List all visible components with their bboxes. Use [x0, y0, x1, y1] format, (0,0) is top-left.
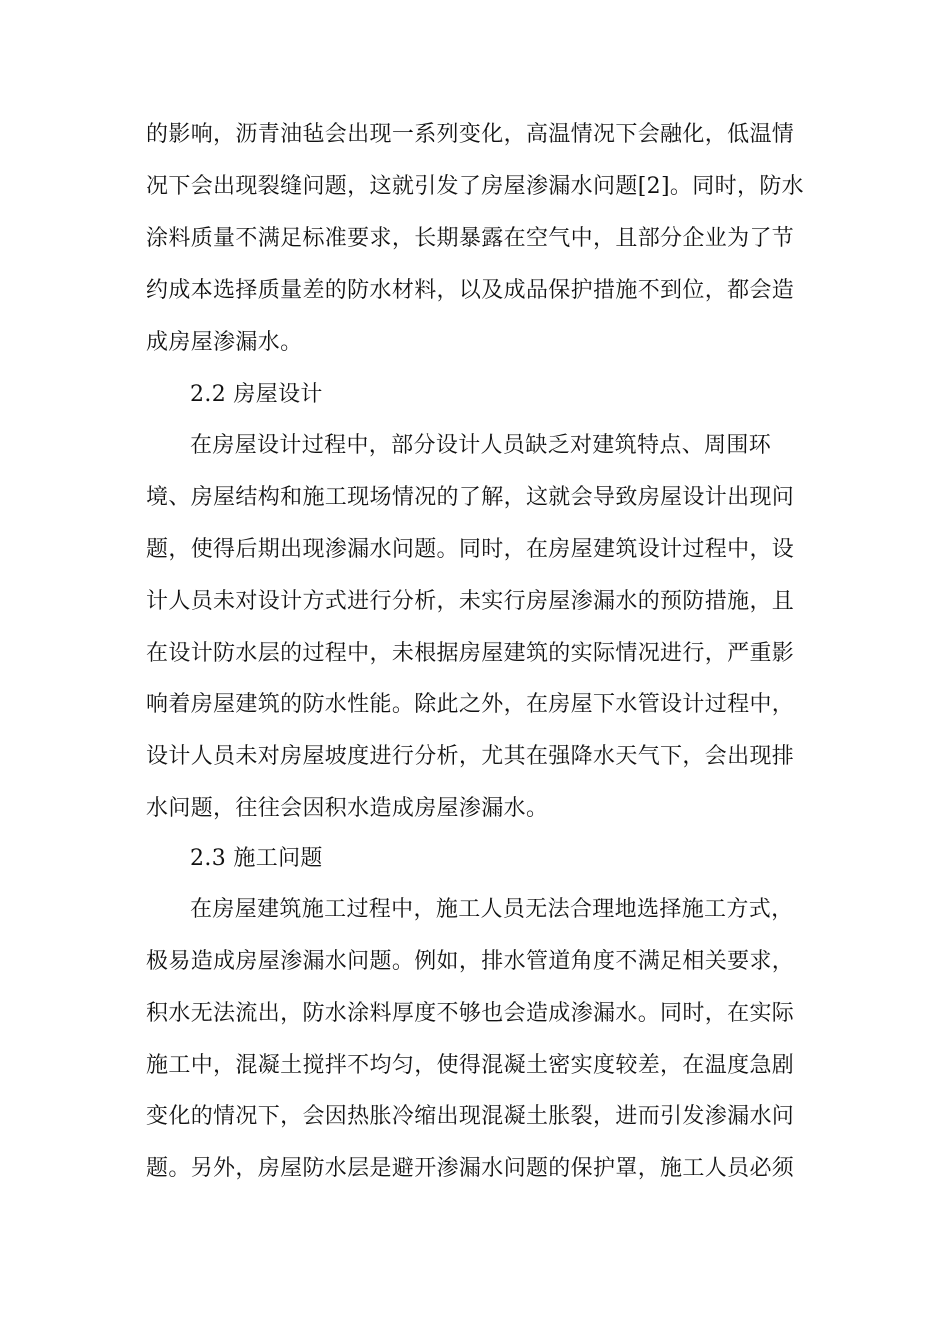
text-line: 境、房屋结构和施工现场情况的了解，这就会导致房屋设计出现问 [146, 485, 795, 510]
text-line: 题，使得后期出现渗漏水问题。同时，在房屋建筑设计过程中，设 [146, 537, 795, 562]
text-line: 约成本选择质量差的防水材料，以及成品保护措施不到位，都会造 [146, 278, 795, 303]
text-line: 涂料质量不满足标准要求，长期暴露在空气中，且部分企业为了节 [146, 226, 795, 251]
text-line: 施工中，混凝土搅拌不均匀，使得混凝土密实度较差，在温度急剧 [146, 1053, 795, 1078]
text-line: 设计人员未对房屋坡度进行分析，尤其在强降水天气下，会出现排 [146, 744, 795, 769]
text-line: 在设计防水层的过程中，未根据房屋建筑的实际情况进行，严重影 [146, 641, 795, 666]
text-line: 积水无法流出，防水涂料厚度不够也会造成渗漏水。同时，在实际 [146, 1001, 795, 1026]
text-line: 水问题，往往会因积水造成房屋渗漏水。 [146, 796, 549, 821]
text-line: 变化的情况下，会因热胀冷缩出现混凝土胀裂，进而引发渗漏水问 [146, 1104, 795, 1129]
text-line: 题。另外，房屋防水层是避开渗漏水问题的保护罩，施工人员必须 [146, 1156, 795, 1181]
text-line: 计人员未对设计方式进行分析，未实行房屋渗漏水的预防措施，且 [146, 589, 795, 614]
text-line: 在房屋设计过程中，部分设计人员缺乏对建筑特点、周围环 [190, 433, 772, 458]
text-line: 况下会出现裂缝问题，这就引发了房屋渗漏水问题[2]。同时，防水 [146, 174, 805, 199]
section-heading: 2.2 房屋设计 [190, 382, 323, 407]
text-line: 成房屋渗漏水。 [146, 330, 303, 355]
text-line: 响着房屋建筑的防水性能。除此之外，在房屋下水管设计过程中， [146, 692, 795, 717]
section-heading: 2.3 施工问题 [190, 846, 323, 871]
text-line: 极易造成房屋渗漏水问题。例如，排水管道角度不满足相关要求， [146, 949, 795, 974]
text-line: 在房屋建筑施工过程中，施工人员无法合理地选择施工方式， [190, 897, 794, 922]
text-line: 的影响，沥青油毡会出现一系列变化，高温情况下会融化，低温情 [146, 122, 795, 147]
